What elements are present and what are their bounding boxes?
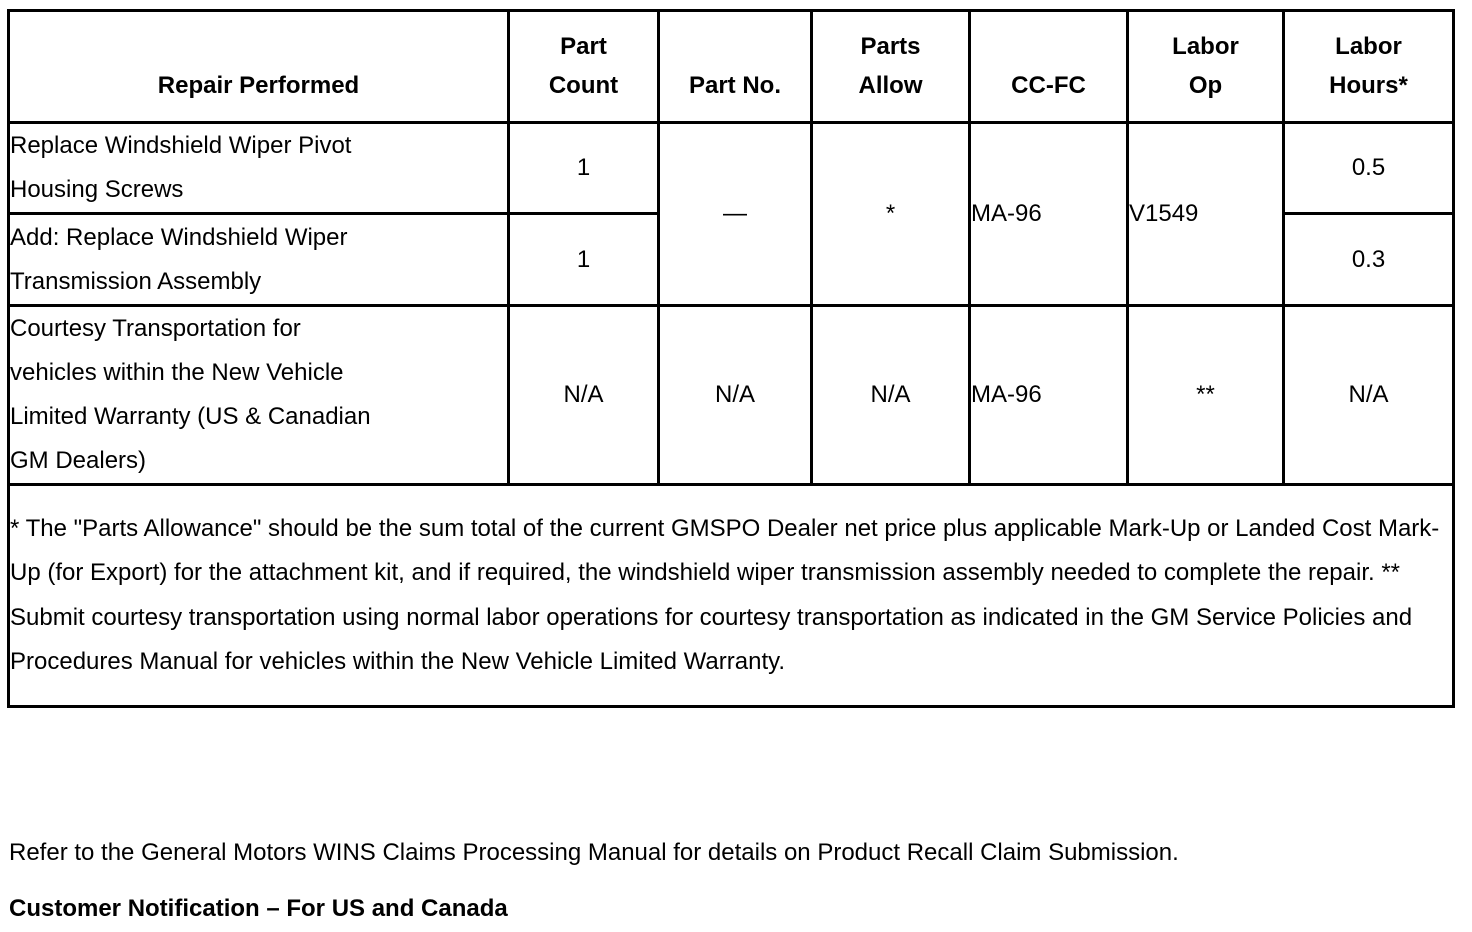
refer-text: Refer to the General Motors WINS Claims Processing Manual for details on Product Recall Claim Submission. (9, 839, 1179, 866)
repair-text-line: Replace Windshield Wiper Pivot (10, 132, 352, 159)
part-no-cell: — (659, 123, 812, 306)
header-part-no-label: Part No. (688, 72, 781, 99)
header-labor-hours-line2: Hours* (1329, 72, 1408, 99)
header-labor-hours-line1: Labor (1335, 33, 1402, 60)
repair-cell (9, 214, 509, 306)
header-labor-op-line1: Labor (1172, 33, 1239, 60)
header-cc-fc-label: CC-FC (1011, 72, 1086, 99)
repair-text-line: GM Dealers) (10, 447, 147, 474)
header-part-count-line2: Count (548, 72, 619, 99)
parts-allow-cell: * (812, 123, 970, 306)
footnote-text: * The "Parts Allowance" should be the sum total of the current GMSPO Dealer net price plus applicable Mark-Up or Landed Cost Mark-Up (for Export) for the attachment kit, and if required, the windshield wiper transmission assembly needed to complete the repair. ** Submit courtesy transportation using normal labor operations for courtesy transportation as indicated in the GM Service Policies and Procedures Manual for vehicles within the New Vehicle Limited Warranty. (9, 485, 1454, 707)
header-parts-allow-line1: Parts (860, 33, 921, 60)
table-header-row (9, 11, 1454, 123)
repair-cell (9, 306, 509, 485)
part-no-cell: N/A (659, 306, 812, 485)
labor-hours-cell: 0.5 (1284, 123, 1454, 214)
repair-cell (9, 123, 509, 214)
section-heading: Customer Notification – For US and Canada (9, 895, 508, 922)
part-count-cell: N/A (509, 306, 659, 485)
part-count-cell: 1 (509, 123, 659, 214)
header-labor-op-line2: Op (1188, 72, 1223, 99)
table-row (9, 306, 1454, 485)
repair-text-line: Limited Warranty (US & Canadian (10, 403, 371, 430)
labor-op-cell: V1549 (1128, 123, 1284, 306)
repair-text-line: Transmission Assembly (10, 267, 262, 295)
labor-hours-cell: N/A (1284, 306, 1454, 485)
cc-fc-cell: MA-96 (970, 123, 1128, 306)
header-part-no (659, 11, 812, 123)
labor-hours-cell: 0.3 (1284, 214, 1454, 306)
repair-text-line: Housing Screws (10, 176, 184, 203)
cc-fc-cell: MA-96 (970, 306, 1128, 485)
header-repair-performed (9, 11, 509, 123)
header-cc-fc (970, 11, 1128, 123)
header-parts-allow (812, 11, 970, 123)
header-repair-performed-label: Repair Performed (157, 72, 360, 99)
part-count-cell: 1 (509, 214, 659, 306)
repair-text-line: Courtesy Transportation for (10, 315, 301, 342)
header-part-count-line1: Part (560, 33, 607, 60)
header-labor-op (1128, 11, 1284, 123)
header-labor-hours (1284, 11, 1454, 123)
labor-op-cell: ** (1128, 306, 1284, 485)
header-parts-allow-line2: Allow (858, 72, 923, 99)
repair-text-line: Add: Replace Windshield Wiper (10, 223, 348, 251)
footnote-row (9, 485, 1454, 707)
labor-operation-table (7, 9, 1455, 708)
table-row (9, 123, 1454, 214)
header-part-count (509, 11, 659, 123)
repair-text-line: vehicles within the New Vehicle (10, 359, 344, 386)
parts-allow-cell: N/A (812, 306, 970, 485)
